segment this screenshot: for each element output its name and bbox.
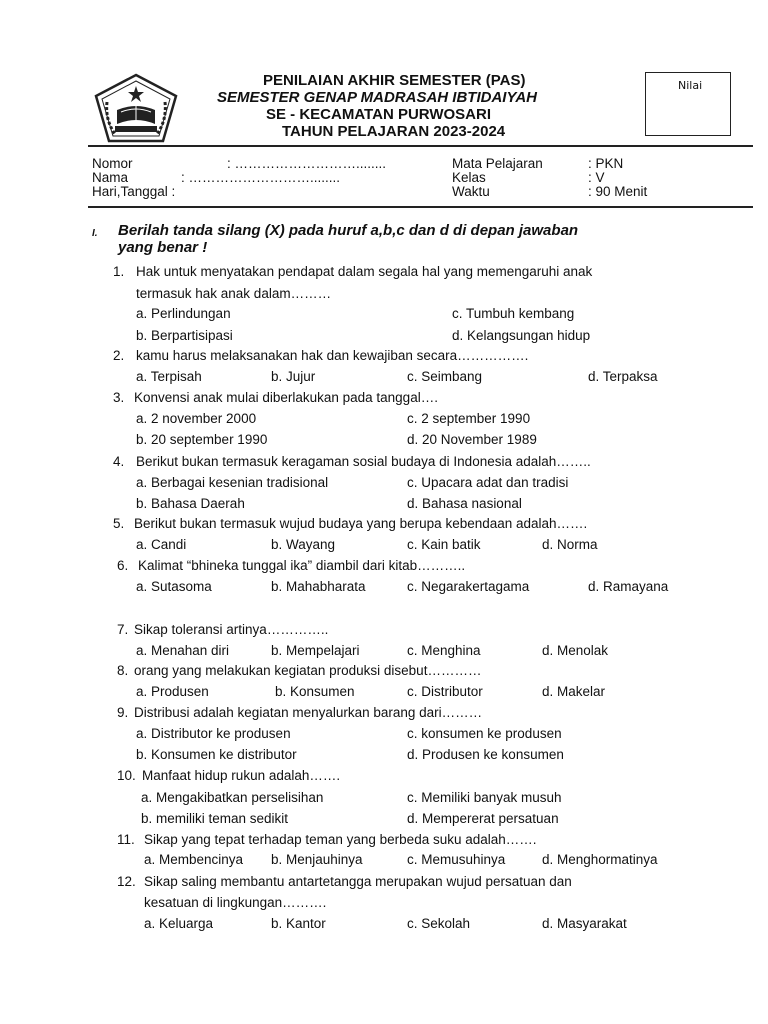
instruction-line-1: Berilah tanda silang (X) pada huruf a,b,c dan d di depan jawaban: [118, 222, 579, 239]
option-b[interactable]: b. memiliki teman sedikit: [141, 811, 289, 826]
score-label: Nilai: [678, 79, 703, 92]
option-b[interactable]: b. Kantor: [271, 916, 326, 931]
question-number: 6.: [117, 558, 129, 573]
waktu-value: : 90 Menit: [588, 184, 648, 199]
waktu-label: Waktu: [452, 184, 490, 199]
kelas-label: Kelas: [452, 170, 486, 185]
kelas-value: : V: [588, 170, 605, 185]
question-text: kamu harus melaksanakan hak dan kewajiban secara…………….: [136, 348, 529, 363]
option-a[interactable]: a. Berbagai kesenian tradisional: [136, 475, 329, 490]
question-text: Konvensi anak mulai diberlakukan pada tanggal….: [134, 390, 438, 405]
option-c[interactable]: c. Distributor: [407, 684, 483, 699]
option-d[interactable]: d. Norma: [542, 537, 598, 552]
question-number: 5.: [113, 516, 125, 531]
option-c[interactable]: c. Seimbang: [407, 369, 483, 384]
option-b[interactable]: b. Konsumen ke distributor: [136, 747, 297, 762]
option-a[interactable]: a. Terpisah: [136, 369, 202, 384]
question-number: 3.: [113, 390, 125, 405]
option-d[interactable]: d. Bahasa nasional: [407, 496, 522, 511]
option-a[interactable]: a. Keluarga: [144, 916, 214, 931]
option-a[interactable]: a. Menahan diri: [136, 643, 230, 658]
option-a[interactable]: a. Membencinya: [144, 852, 244, 867]
question-number: 11.: [117, 832, 135, 847]
question-number: 7.: [117, 622, 129, 637]
option-c[interactable]: c. 2 september 1990: [407, 411, 531, 426]
option-d[interactable]: d. Kelangsungan hidup: [452, 328, 591, 343]
option-b[interactable]: b. Bahasa Daerah: [136, 496, 245, 511]
instruction-line-2: yang benar !: [118, 239, 208, 256]
option-a[interactable]: a. Mengakibatkan perselisihan: [141, 790, 324, 805]
mapel-label: Mata Pelajaran: [452, 156, 543, 171]
option-a[interactable]: a. 2 november 2000: [136, 411, 257, 426]
question-number: 4.: [113, 454, 125, 469]
option-b[interactable]: b. Berpartisipasi: [136, 328, 233, 343]
nama-field[interactable]: : ………………………........: [181, 170, 341, 185]
question-text: Sikap saling membantu antartetangga merupakan wujud persatuan dan: [144, 874, 572, 889]
mapel-value: : PKN: [588, 156, 624, 171]
option-c[interactable]: c. Sekolah: [407, 916, 471, 931]
header-subtitle: SEMESTER GENAP MADRASAH IBTIDAIYAH: [217, 89, 538, 106]
question-text: Hak untuk menyatakan pendapat dalam segala hal yang memengaruhi anak: [136, 264, 593, 279]
option-d[interactable]: d. Menghormatinya: [542, 852, 658, 867]
option-d[interactable]: d. Makelar: [542, 684, 606, 699]
kemenag-emblem-icon: [93, 72, 179, 144]
section-number: I.: [92, 228, 98, 239]
header-divider: [88, 145, 753, 147]
option-c[interactable]: c. Memiliki banyak musuh: [407, 790, 562, 805]
option-b[interactable]: b. Mahabharata: [271, 579, 366, 594]
question-text: Manfaat hidup rukun adalah…….: [142, 768, 341, 783]
option-a[interactable]: a. Sutasoma: [136, 579, 212, 594]
option-c[interactable]: c. konsumen ke produsen: [407, 726, 562, 741]
question-text: Sikap toleransi artinya…………..: [134, 622, 329, 637]
header-title: PENILAIAN AKHIR SEMESTER (PAS): [263, 72, 526, 89]
option-c[interactable]: c. Upacara adat dan tradisi: [407, 475, 569, 490]
header-year: TAHUN PELAJARAN 2023-2024: [282, 123, 506, 140]
option-c[interactable]: c. Tumbuh kembang: [452, 306, 575, 321]
question-number: 2.: [113, 348, 125, 363]
question-number: 12.: [117, 874, 136, 889]
question-number: 1.: [113, 264, 125, 279]
option-d[interactable]: d. Mempererat persatuan: [407, 811, 559, 826]
option-b[interactable]: b. Mempelajari: [271, 643, 360, 658]
option-d[interactable]: d. Menolak: [542, 643, 609, 658]
question-text: kesatuan di lingkungan……….: [144, 895, 327, 910]
option-a[interactable]: a. Perlindungan: [136, 306, 231, 321]
option-b[interactable]: b. 20 september 1990: [136, 432, 268, 447]
option-a[interactable]: a. Produsen: [136, 684, 209, 699]
question-number: 9.: [117, 705, 129, 720]
question-text: termasuk hak anak dalam………: [136, 286, 332, 301]
score-box[interactable]: [645, 72, 731, 136]
nama-label: Nama: [92, 170, 129, 185]
question-text: orang yang melakukan kegiatan produksi disebut…………: [134, 663, 482, 678]
option-d[interactable]: d. 20 November 1989: [407, 432, 537, 447]
option-b[interactable]: b. Menjauhinya: [271, 852, 363, 867]
question-number: 8.: [117, 663, 129, 678]
nomor-field[interactable]: : ………………………........: [227, 156, 387, 171]
question-text: Sikap yang tepat terhadap teman yang berbeda suku adalah…….: [144, 832, 537, 847]
option-b[interactable]: b. Jujur: [271, 369, 316, 384]
hari-tanggal-label: Hari,Tanggal :: [92, 184, 176, 199]
option-b[interactable]: b. Wayang: [271, 537, 336, 552]
option-d[interactable]: d. Terpaksa: [588, 369, 658, 384]
option-b[interactable]: b. Konsumen: [275, 684, 355, 699]
option-a[interactable]: a. Distributor ke produsen: [136, 726, 291, 741]
question-text: Berikut bukan termasuk keragaman sosial budaya di Indonesia adalah……..: [136, 454, 591, 469]
option-d[interactable]: d. Produsen ke konsumen: [407, 747, 564, 762]
option-d[interactable]: d. Masyarakat: [542, 916, 627, 931]
option-c[interactable]: c. Menghina: [407, 643, 481, 658]
question-number: 10.: [117, 768, 136, 783]
question-text: Kalimat “bhineka tunggal ika” diambil dari kitab………..: [138, 558, 466, 573]
question-text: Berikut bukan termasuk wujud budaya yang berupa kebendaan adalah…….: [134, 516, 588, 531]
info-divider: [88, 206, 753, 208]
option-c[interactable]: c. Negarakertagama: [407, 579, 530, 594]
header-district: SE - KECAMATAN PURWOSARI: [266, 106, 491, 123]
option-a[interactable]: a. Candi: [136, 537, 187, 552]
option-c[interactable]: c. Memusuhinya: [407, 852, 506, 867]
nomor-label: Nomor: [92, 156, 133, 171]
question-text: Distribusi adalah kegiatan menyalurkan barang dari………: [134, 705, 483, 720]
option-c[interactable]: c. Kain batik: [407, 537, 481, 552]
option-d[interactable]: d. Ramayana: [588, 579, 669, 594]
